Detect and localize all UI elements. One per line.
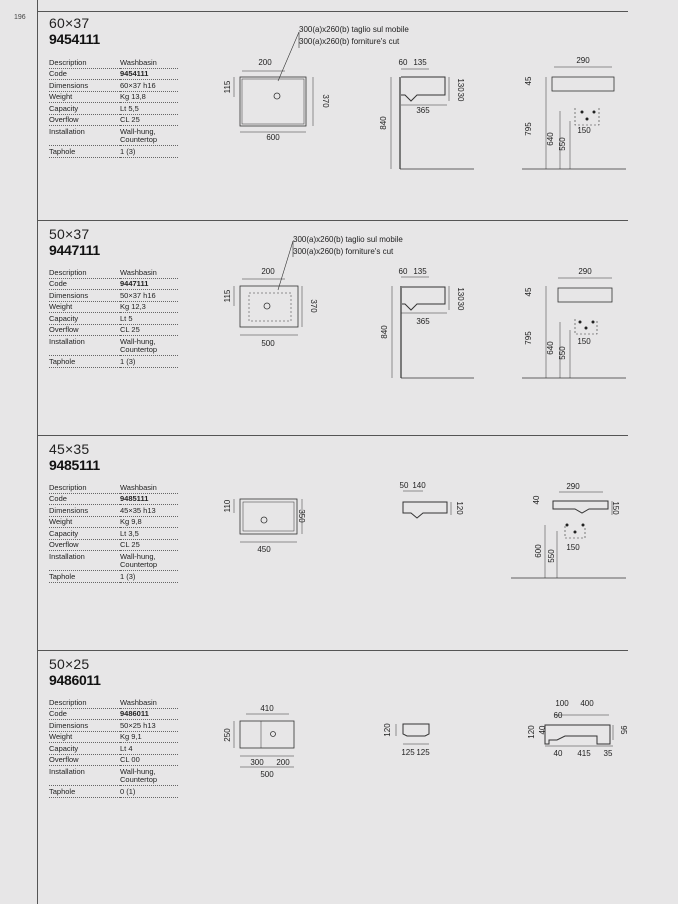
callout-leader	[278, 32, 299, 81]
spec-label: Code	[49, 278, 120, 290]
dim-label: 370	[321, 94, 330, 108]
spec-label: Taphole	[49, 356, 120, 368]
cut-note-italian: 300(a)x260(b) taglio sul mobile	[293, 235, 403, 244]
dim-label: 35	[603, 749, 613, 758]
drain-icon	[271, 732, 276, 737]
spec-label: Dimensions	[49, 290, 120, 302]
spec-label: Code	[49, 68, 120, 80]
product-size: 60×37	[49, 15, 90, 31]
dim-label: 95	[619, 725, 628, 735]
dim-label: 365	[416, 106, 430, 115]
dim-label: 115	[223, 289, 232, 303]
cut-note-italian: 300(a)x260(b) taglio sul mobile	[299, 25, 409, 34]
basin-inner-outline	[243, 502, 294, 531]
dim-label: 290	[566, 482, 580, 491]
dim-label: 60	[398, 267, 408, 276]
spec-label: Weight	[49, 516, 120, 528]
spec-value: 9454111	[120, 68, 178, 80]
basin-front-outline	[545, 725, 610, 744]
dim-label: 30	[456, 92, 465, 102]
spec-label: Dimensions	[49, 720, 120, 732]
spec-label: Dimensions	[49, 80, 120, 92]
spec-label: Dimensions	[49, 505, 120, 517]
spec-value: Wall-hung, Countertop	[120, 551, 178, 571]
dim-label: 150	[566, 543, 580, 552]
dim-label: 370	[309, 299, 318, 313]
spec-label: Taphole	[49, 146, 120, 158]
technical-drawings	[37, 220, 628, 420]
dim-label: 410	[260, 704, 274, 713]
spec-label: Installation	[49, 551, 120, 571]
dim-label: 150	[577, 337, 591, 346]
spec-value: 1 (3)	[120, 356, 178, 368]
spec-label: Description	[49, 57, 120, 68]
spec-label: Installation	[49, 336, 120, 356]
spec-value: 1 (3)	[120, 571, 178, 583]
spec-label: Taphole	[49, 571, 120, 583]
spec-label: Capacity	[49, 528, 120, 540]
dim-label: 200	[276, 758, 290, 767]
product-code: 9485111	[49, 457, 100, 473]
spec-value: Washbasin	[120, 697, 178, 708]
dim-label: 120	[383, 723, 392, 737]
dim-label: 250	[223, 728, 232, 742]
spec-value: Kg 13,8	[120, 91, 178, 103]
dim-label: 60	[553, 711, 563, 720]
spec-value: 9486011	[120, 708, 178, 720]
dim-label: 50	[399, 481, 409, 490]
dim-label: 415	[577, 749, 591, 758]
basin-side-section	[402, 287, 445, 310]
dim-label: 550	[558, 137, 567, 151]
spec-value: 60×37 h16	[120, 80, 178, 92]
spec-value: CL 00	[120, 754, 178, 766]
dim-label: 115	[223, 80, 232, 94]
cut-note-english: 300(a)x260(b) forniture's cut	[293, 247, 394, 256]
dim-label: 600	[266, 133, 280, 142]
spec-label: Installation	[49, 766, 120, 786]
dim-label: 125	[401, 748, 415, 757]
spec-value: 1 (3)	[120, 146, 178, 158]
dim-label: 500	[261, 339, 275, 348]
dim-label: 45	[524, 287, 533, 297]
dim-label: 125	[416, 748, 430, 757]
dim-label: 600	[534, 544, 543, 558]
basin-side-section	[401, 77, 445, 101]
dim-label: 500	[260, 770, 274, 779]
dim-label: 120	[455, 501, 464, 515]
page-number: 196	[14, 14, 26, 21]
spec-label: Taphole	[49, 786, 120, 798]
dim-label: 640	[546, 341, 555, 355]
spec-value: Kg 9,8	[120, 516, 178, 528]
product-size: 50×37	[49, 226, 90, 242]
spec-label: Overflow	[49, 324, 120, 336]
spec-value: Washbasin	[120, 267, 178, 278]
dim-label: 795	[524, 331, 533, 345]
spec-label: Installation	[49, 126, 120, 146]
basin-side-section	[403, 502, 447, 518]
dim-label: 45	[524, 76, 533, 86]
spec-value: Wall-hung, Countertop	[120, 336, 178, 356]
spec-label: Capacity	[49, 313, 120, 325]
dim-label: 200	[261, 267, 275, 276]
spec-value: Kg 9,1	[120, 731, 178, 743]
dim-label: 130	[456, 78, 465, 92]
spec-label: Weight	[49, 91, 120, 103]
spec-value: Wall-hung, Countertop	[120, 126, 178, 146]
product-code: 9447111	[49, 242, 100, 258]
drain-icon	[274, 93, 280, 99]
dim-label: 550	[547, 549, 556, 563]
spec-value: 45×35 h13	[120, 505, 178, 517]
dim-label: 150	[577, 126, 591, 135]
basin-top-outline	[240, 499, 297, 534]
product-code: 9486011	[49, 672, 101, 688]
basin-top-outline	[240, 77, 306, 126]
spec-value: Lt 5,5	[120, 103, 178, 115]
technical-drawings	[37, 11, 628, 211]
spec-label: Code	[49, 493, 120, 505]
spec-label: Overflow	[49, 754, 120, 766]
spec-value: 50×37 h16	[120, 290, 178, 302]
spec-value: Lt 3,5	[120, 528, 178, 540]
spec-value: 9447111	[120, 278, 178, 290]
technical-drawings	[37, 435, 628, 635]
dim-label: 135	[413, 58, 427, 67]
spec-value: 50×25 h13	[120, 720, 178, 732]
dim-label: 100	[555, 699, 569, 708]
dim-label: 135	[413, 267, 427, 276]
spec-value: Lt 4	[120, 743, 178, 755]
basin-front-outline	[552, 77, 614, 91]
dim-label: 40	[553, 749, 563, 758]
dim-label: 840	[380, 325, 389, 339]
dim-label: 40	[538, 725, 547, 735]
product-size: 45×35	[49, 441, 90, 457]
dim-label: 290	[578, 267, 592, 276]
spec-label: Capacity	[49, 743, 120, 755]
spec-value: CL 25	[120, 324, 178, 336]
dim-label: 60	[398, 58, 408, 67]
spec-value: 0 (1)	[120, 786, 178, 798]
spec-label: Description	[49, 697, 120, 708]
callout-leader	[278, 241, 293, 290]
spec-value: CL 25	[120, 114, 178, 126]
dim-label: 300	[250, 758, 264, 767]
dim-label: 30	[456, 301, 465, 311]
spec-label: Weight	[49, 301, 120, 313]
drain-icon	[261, 517, 267, 523]
spec-value: 9485111	[120, 493, 178, 505]
dim-label: 400	[580, 699, 594, 708]
spec-label: Description	[49, 267, 120, 278]
dim-label: 110	[223, 499, 232, 513]
basin-inner-outline	[242, 79, 304, 124]
dim-label: 550	[558, 346, 567, 360]
spec-value: CL 25	[120, 539, 178, 551]
spec-label: Weight	[49, 731, 120, 743]
basin-front-outline	[558, 288, 612, 302]
spec-label: Overflow	[49, 539, 120, 551]
dim-label: 120	[527, 725, 536, 739]
spec-label: Capacity	[49, 103, 120, 115]
dim-label: 640	[546, 132, 555, 146]
dim-label: 140	[412, 481, 426, 490]
spec-value: Washbasin	[120, 482, 178, 493]
dim-label: 130	[456, 287, 465, 301]
product-code: 9454111	[49, 31, 100, 47]
dim-label: 795	[524, 122, 533, 136]
spec-value: Wall-hung, Countertop	[120, 766, 178, 786]
dim-label: 365	[416, 317, 430, 326]
basin-side-section	[403, 724, 429, 736]
spec-value: Washbasin	[120, 57, 178, 68]
spec-label: Overflow	[49, 114, 120, 126]
dim-label: 150	[611, 501, 620, 515]
spec-label: Description	[49, 482, 120, 493]
dim-label: 290	[576, 56, 590, 65]
dim-label: 840	[379, 116, 388, 130]
spec-value: Lt 5	[120, 313, 178, 325]
dim-label: 200	[258, 58, 272, 67]
spec-label: Code	[49, 708, 120, 720]
dim-label: 40	[532, 495, 541, 505]
product-size: 50×25	[49, 656, 90, 672]
basin-front-outline	[553, 501, 608, 513]
spec-value: Kg 12,3	[120, 301, 178, 313]
dim-label: 350	[297, 509, 306, 523]
cut-note-english: 300(a)x260(b) forniture's cut	[299, 37, 400, 46]
basin-top-outline	[240, 721, 294, 748]
dim-label: 450	[257, 545, 271, 554]
drain-icon	[264, 303, 270, 309]
technical-drawings	[37, 650, 628, 810]
